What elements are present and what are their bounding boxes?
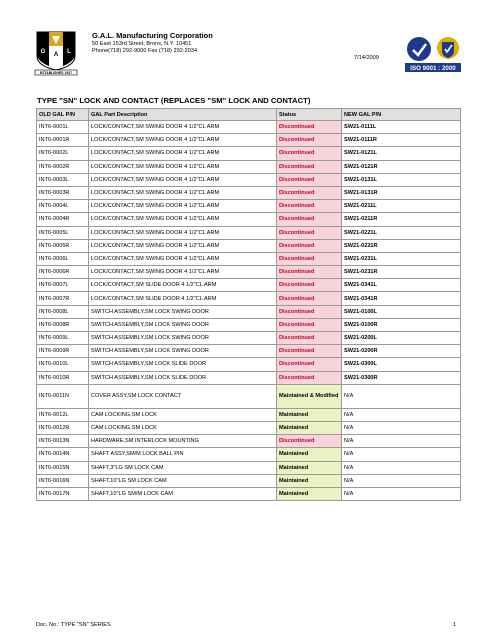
table-row [37, 121, 461, 134]
cell-status: Discontinued [277, 121, 342, 134]
cell-old-pn: INT6-0012L [37, 408, 89, 421]
cell-new-pn: SW21-0300L [342, 358, 461, 371]
column-header-description: GAL Part Description [89, 109, 277, 121]
cell-new-pn: SW21-0341L [342, 279, 461, 292]
cell-status: Discontinued [277, 266, 342, 279]
table-row [37, 461, 461, 474]
table-row [37, 292, 461, 305]
cell-status: Maintained [277, 421, 342, 434]
table-row [37, 371, 461, 384]
cell-old-pn: INT6-0014N [37, 448, 89, 461]
cell-new-pn: SW21-0131L [342, 173, 461, 186]
cell-status: Discontinued [277, 345, 342, 358]
cell-status: Maintained [277, 408, 342, 421]
iso-certification-logo [404, 34, 462, 74]
cell-old-pn: INT6-0001R [37, 134, 89, 147]
cell-description: SWITCH ASSEMBLY,SM LOCK SWING DOOR [89, 318, 277, 331]
table-row [37, 200, 461, 213]
cell-old-pn: INT6-0009L [37, 332, 89, 345]
cell-new-pn: SW21-0300R [342, 371, 461, 384]
cell-status: Discontinued [277, 147, 342, 160]
cell-old-pn: INT6-0002L [37, 147, 89, 160]
cell-description: LOCK/CONTACT,SM SWING DOOR 4 1/2"CL ARM [89, 200, 277, 213]
cell-new-pn: SW21-0211L [342, 200, 461, 213]
cell-old-pn: INT6-0011N [37, 384, 89, 408]
table-row [37, 384, 461, 408]
cell-status: Discontinued [277, 173, 342, 186]
cell-old-pn: INT6-0010R [37, 371, 89, 384]
cell-old-pn: INT6-0008L [37, 305, 89, 318]
cell-old-pn: INT6-0009R [37, 345, 89, 358]
cell-description: SHAFT,3"LG SM LOCK CAM [89, 461, 277, 474]
table-row [37, 239, 461, 252]
logo-letter-g: G [40, 49, 46, 55]
company-info [92, 31, 213, 54]
cell-description: SWITCH ASSEMBLY,SM LOCK SLIDE DOOR [89, 358, 277, 371]
cell-old-pn: INT6-0015N [37, 461, 89, 474]
cell-old-pn: INT6-0006L [37, 252, 89, 265]
cell-old-pn: INT6-0008R [37, 318, 89, 331]
cell-description: HARDWARE,SM INTERLOCK MOUNTING [89, 435, 277, 448]
table-row [37, 279, 461, 292]
table-row [37, 332, 461, 345]
cell-old-pn: INT6-0004L [37, 200, 89, 213]
iso-label: ISO 9001 : 2000 [410, 65, 456, 72]
table-row [37, 345, 461, 358]
cell-status: Discontinued [277, 318, 342, 331]
parts-table [36, 108, 461, 501]
cell-description: LOCK/CONTACT,SM SWING DOOR 4 1/2"CL ARM [89, 186, 277, 199]
cell-status: Discontinued [277, 239, 342, 252]
gal-logo [33, 26, 79, 76]
cell-description: CAM LOCKING,SM LOCK [89, 421, 277, 434]
cell-status: Discontinued [277, 186, 342, 199]
cell-new-pn: SW21-0221L [342, 226, 461, 239]
cell-old-pn: INT6-0001L [37, 121, 89, 134]
cell-old-pn: INT6-0005R [37, 239, 89, 252]
cell-description: SHAFT,10"LG SM/M LOCK CAM [89, 487, 277, 500]
table-row [37, 487, 461, 500]
cell-new-pn: SW21-0231R [342, 266, 461, 279]
cell-description: SWITCH ASSEMBLY,SM LOCK SWING DOOR [89, 305, 277, 318]
cell-description: CAM LOCKING,SM LOCK [89, 408, 277, 421]
cell-description: LOCK/CONTACT,SM SWING DOOR 4 1/2"CL ARM [89, 226, 277, 239]
cell-description: LOCK/CONTACT,SM SWING DOOR 4 1/2"CL ARM [89, 252, 277, 265]
cell-new-pn: N/A [342, 474, 461, 487]
table-row [37, 305, 461, 318]
cell-description: COVER ASSY,SM LOCK CONTACT [89, 384, 277, 408]
cell-status: Discontinued [277, 160, 342, 173]
cell-new-pn: SW21-0100R [342, 318, 461, 331]
cell-new-pn: N/A [342, 408, 461, 421]
cell-description: LOCK/CONTACT,SM SWING DOOR 4 1/2"CL ARM [89, 147, 277, 160]
cell-new-pn: SW21-0111R [342, 134, 461, 147]
table-row [37, 252, 461, 265]
cell-description: SWITCH ASSEMBLY,SM LOCK SWING DOOR [89, 332, 277, 345]
cell-old-pn: INT6-0013N [37, 435, 89, 448]
table-row [37, 147, 461, 160]
cell-new-pn: SW21-0200R [342, 345, 461, 358]
table-row [37, 421, 461, 434]
cell-new-pn: SW21-0221R [342, 239, 461, 252]
cell-status: Discontinued [277, 332, 342, 345]
table-row [37, 266, 461, 279]
cell-status: Discontinued [277, 279, 342, 292]
table-row [37, 134, 461, 147]
table-header-row [37, 109, 461, 121]
cell-description: SHAFT ASSY,SM/M LOCK BALL PIN [89, 448, 277, 461]
cell-status: Discontinued [277, 435, 342, 448]
logo-letter-l: L [67, 49, 71, 55]
cell-new-pn: N/A [342, 384, 461, 408]
footer-page-number: 1 [453, 622, 457, 628]
cell-old-pn: INT6-0002R [37, 160, 89, 173]
cell-new-pn: SW21-0121L [342, 147, 461, 160]
column-header-old-pn: OLD GAL P/N [37, 109, 89, 121]
table-row [37, 408, 461, 421]
cell-status: Maintained [277, 448, 342, 461]
document-date: 7/14/2009 [354, 55, 379, 61]
table-row [37, 226, 461, 239]
cell-status: Discontinued [277, 305, 342, 318]
table-row [37, 474, 461, 487]
logo-letter-a: A [53, 52, 59, 58]
cell-status: Discontinued [277, 292, 342, 305]
cell-status: Maintained [277, 474, 342, 487]
company-address: 50 East 153rd Street, Bronx, N.Y. 10451 [92, 41, 192, 47]
cell-status: Discontinued [277, 358, 342, 371]
cell-old-pn: INT6-0010L [37, 358, 89, 371]
cell-old-pn: INT6-0006R [37, 266, 89, 279]
company-phone: Phone(718) 292-9000 Fax (718) 292-2034 [92, 48, 198, 54]
cell-new-pn: SW21-0131R [342, 186, 461, 199]
cell-status: Discontinued [277, 200, 342, 213]
cell-new-pn: SW21-0200L [342, 332, 461, 345]
cell-description: LOCK/CONTACT,SM SWING DOOR 4 1/2"CL ARM [89, 213, 277, 226]
cell-description: SWITCH ASSEMBLY,SM LOCK SLIDE DOOR [89, 371, 277, 384]
cell-new-pn: N/A [342, 487, 461, 500]
page-title: TYPE "SN" LOCK AND CONTACT (REPLACES "SM" LOCK AND CONTACT) [37, 96, 311, 105]
column-header-new-pn: NEW GAL P/N [342, 109, 461, 121]
cell-description: LOCK/CONTACT,SM SWING DOOR 4 1/2"CL ARM [89, 266, 277, 279]
column-header-status: Status [277, 109, 342, 121]
table-row [37, 358, 461, 371]
cell-old-pn: INT6-0012R [37, 421, 89, 434]
cell-new-pn: SW21-0341R [342, 292, 461, 305]
table-row [37, 186, 461, 199]
cell-description: SHAFT,10"LG SM LOCK CAM [89, 474, 277, 487]
cell-new-pn: N/A [342, 448, 461, 461]
cell-description: LOCK/CONTACT,SM SLIDE DOOR 4 1/2"CL ARM [89, 279, 277, 292]
cell-description: SWITCH ASSEMBLY,SM LOCK SWING DOOR [89, 345, 277, 358]
cell-description: LOCK/CONTACT,SM SWING DOOR 4 1/2"CL ARM [89, 134, 277, 147]
cell-old-pn: INT6-0007L [37, 279, 89, 292]
cell-new-pn: SW21-0111L [342, 121, 461, 134]
table-row [37, 435, 461, 448]
cell-status: Maintained [277, 461, 342, 474]
cell-old-pn: INT6-0007R [37, 292, 89, 305]
cell-old-pn: INT6-0017N [37, 487, 89, 500]
cell-status: Maintained & Modified [277, 384, 342, 408]
cell-status: Discontinued [277, 134, 342, 147]
cell-status: Discontinued [277, 226, 342, 239]
table-row [37, 318, 461, 331]
cell-status: Discontinued [277, 252, 342, 265]
cell-status: Discontinued [277, 213, 342, 226]
cell-new-pn: N/A [342, 461, 461, 474]
cell-status: Discontinued [277, 371, 342, 384]
company-name: G.A.L. Manufacturing Corporation [92, 31, 213, 40]
cell-old-pn: INT6-0003L [37, 173, 89, 186]
cell-description: LOCK/CONTACT,SM SWING DOOR 4 1/2"CL ARM [89, 160, 277, 173]
table-row [37, 448, 461, 461]
table-row [37, 173, 461, 186]
cell-old-pn: INT6-0005L [37, 226, 89, 239]
cell-new-pn: SW21-0231L [342, 252, 461, 265]
cell-old-pn: INT6-0003R [37, 186, 89, 199]
cell-old-pn: INT6-0016N [37, 474, 89, 487]
cell-new-pn: SW21-0211R [342, 213, 461, 226]
cell-new-pn: N/A [342, 421, 461, 434]
cell-description: LOCK/CONTACT,SM SLIDE DOOR 4 1/2"CL ARM [89, 292, 277, 305]
cell-new-pn: SW21-0121R [342, 160, 461, 173]
cell-description: LOCK/CONTACT,SM SWING DOOR 4 1/2"CL ARM [89, 121, 277, 134]
cell-old-pn: INT6-0004R [37, 213, 89, 226]
table-row [37, 213, 461, 226]
cell-new-pn: SW21-0100L [342, 305, 461, 318]
cell-new-pn: N/A [342, 435, 461, 448]
cell-status: Maintained [277, 487, 342, 500]
table-row [37, 160, 461, 173]
footer-doc-no: Doc. No.: TYPE "SN" SERIES [36, 622, 111, 628]
cell-description: LOCK/CONTACT,SM SWING DOOR 4 1/2"CL ARM [89, 173, 277, 186]
cell-description: LOCK/CONTACT,SM SWING DOOR 4 1/2"CL ARM [89, 239, 277, 252]
logo-tagline: ESTABLISHED 1937 [39, 71, 73, 75]
